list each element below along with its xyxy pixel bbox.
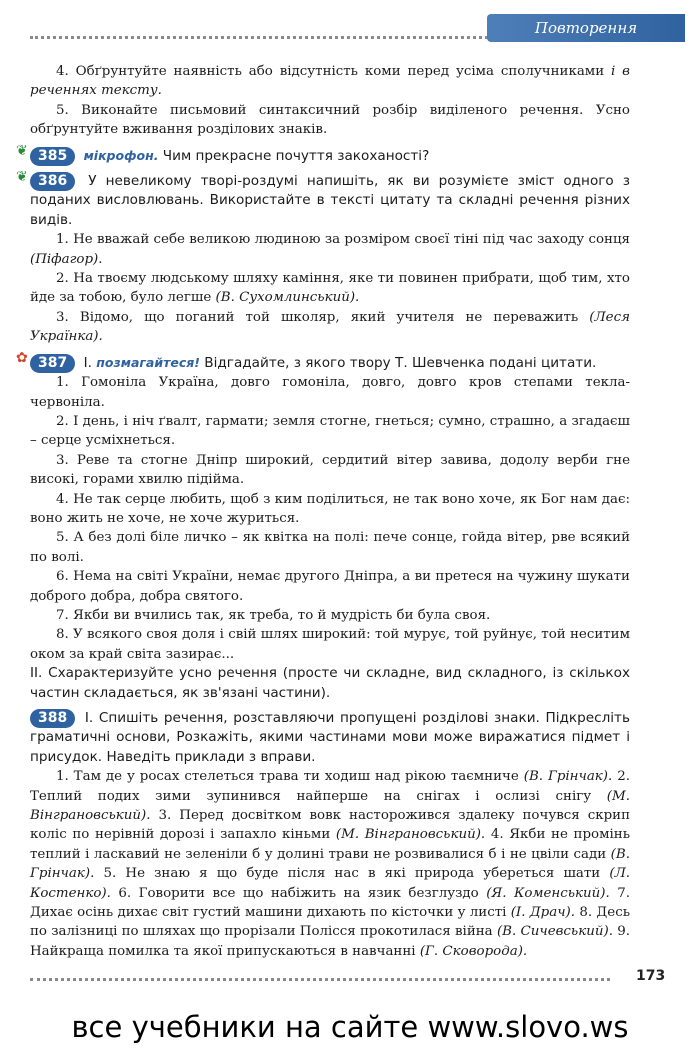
task-385 <box>16 142 630 166</box>
task-number-badge: 387 <box>30 354 75 373</box>
shevchenko-quote: 8. У всякого своя доля і свій шлях широкий: той мурує, той руйнує, той неситим оком за край світа зазирає... <box>30 627 630 662</box>
task-text: Чим прекрасне почуття закоханості? <box>162 147 430 164</box>
task-number-badge: 386 <box>30 172 75 191</box>
shevchenko-quote: 3. Реве та стогне Дніпр широкий, сердитий вітер завива, додолу верби гне високі, горами хвилю підійма. <box>30 452 630 488</box>
task-388 <box>30 709 630 767</box>
shevchenko-quote: 1. Гомоніла Україна, довго гомоніла, довго, довго кров степами текла-червоніла. <box>30 375 630 410</box>
leaf-icon: ❦ <box>16 169 28 186</box>
task-387-part2: II. Схарактеризуйте усно речення (просте чи складне, вид складного, із скількох частин складається, як зв'язані частини). <box>30 665 630 701</box>
task-number-badge: 388 <box>30 709 75 728</box>
item-5: 5. Виконайте письмовий синтаксичний розбір виділеного речення. Усно обґрунтуйте вживання розділових знаків. <box>30 102 630 138</box>
bottom-dotted-rule <box>30 978 610 981</box>
flower-icon: ✿ <box>16 349 28 366</box>
page-number: 173 <box>636 968 666 984</box>
section-tab: Повторення <box>487 14 685 42</box>
task-388-sentences: 1. Там де у росах стелеться трава ти ходиш над рікою таємниче (В. Грінчак). 2. Теплий подих зими зупинився найперше на снігах і ослизі снігу (М. Вінграновський). 3. Перед досвітком вовк насторожився здалеку почувся скрип коліс по нерівній дорозі і запахло кіньми (М. Вінграновський). 4. Якби не промінь теплий і ласкавий не зеленіли б у долині трави не розвивалися б і не цвіли сади (В. Грінчак). 5. Не знаю я що буде після нас в які природа убереться шати (Л. Костенко). 6. Говорити все що набіжить на язик безглуздо (Я. Коменський). 7. Дихає осінь дихає світ густий машини дихають по кісточки у листі (І. Драч). 8. Десь по залізниці по шляхах що прорізали Полісся прокотилася війна (В. Сичевський). 9. Найкраща помилка та якої припускаються в навчанні (Г. Сковорода). <box>30 769 631 959</box>
footer-banner: все учебники на сайте www.slovo.ws <box>71 1010 629 1044</box>
task-386 <box>16 169 630 230</box>
quote-1: 1. Не вважай себе великою людиною за розміром своєї тіні під час заходу сонця (Піфагор). <box>30 232 630 267</box>
shevchenko-quote: 6. Нема на світі України, немає другого Дніпра, а ви претеся на чужину шукати доброго добра, добра святого. <box>30 569 630 604</box>
task-intro: Відгадайте, з якого твору Т. Шевченка подані цитати. <box>204 354 597 371</box>
item-4: 4. Обґрунтуйте наявність або відсутність коми перед усіма сполучниками і в реченнях тексту. <box>30 64 630 99</box>
top-dotted-rule <box>30 36 530 39</box>
task-387: ✿ 387 I. позмагайтеся! Відгадайте, з якого твору Т. Шевченка подані цитати. <box>16 349 597 371</box>
leaf-icon: ❦ <box>16 142 28 159</box>
task-intro: I. Спишіть речення, розставляючи пропущені розділові знаки. Підкресліть граматичні основи, Розкажіть, якими частинами мови може виражатися підмет і присудок. Наведіть приклади з вправи. <box>30 710 630 765</box>
task-keyword: позмагайтеся! <box>96 354 200 370</box>
task-number-badge: 385 <box>30 147 75 166</box>
shevchenko-quote: 5. А без долі біле личко – як квітка на полі: пече сонце, гойда вітер, рве всякий по волі. <box>30 530 630 565</box>
shevchenko-quote: 7. Якби ви вчились так, як треба, то й мудрість би була своя. <box>56 607 491 623</box>
shevchenko-quote: 4. Не так серце любить, щоб з ким поділиться, не так воно хоче, як Бог нам дає: воно жить не хоче, не хоче журиться. <box>30 491 630 526</box>
task-keyword: мікрофон. <box>83 147 159 163</box>
task-intro: У невеликому творі-роздумі напишіть, як ви розумієте зміст одного з поданих висловлювань. Використайте в тексті цитату та складні речення різних видів. <box>30 173 630 228</box>
page-content <box>16 62 631 961</box>
shevchenko-quote: 2. І день, і ніч ґвалт, гармати; земля стогне, гнеться; сумно, страшно, а згадаєш – серце усміхнеться. <box>30 413 630 449</box>
quote-3: 3. Відомо, що поганий той школяр, який учителя не переважить (Леся Українка). <box>30 309 630 345</box>
quote-2: 2. На твоєму людському шляху каміння, яке ти повинен прибрати, щоб тим, хто йде за тобою, було легше (В. Сухомлинський). <box>30 271 630 306</box>
